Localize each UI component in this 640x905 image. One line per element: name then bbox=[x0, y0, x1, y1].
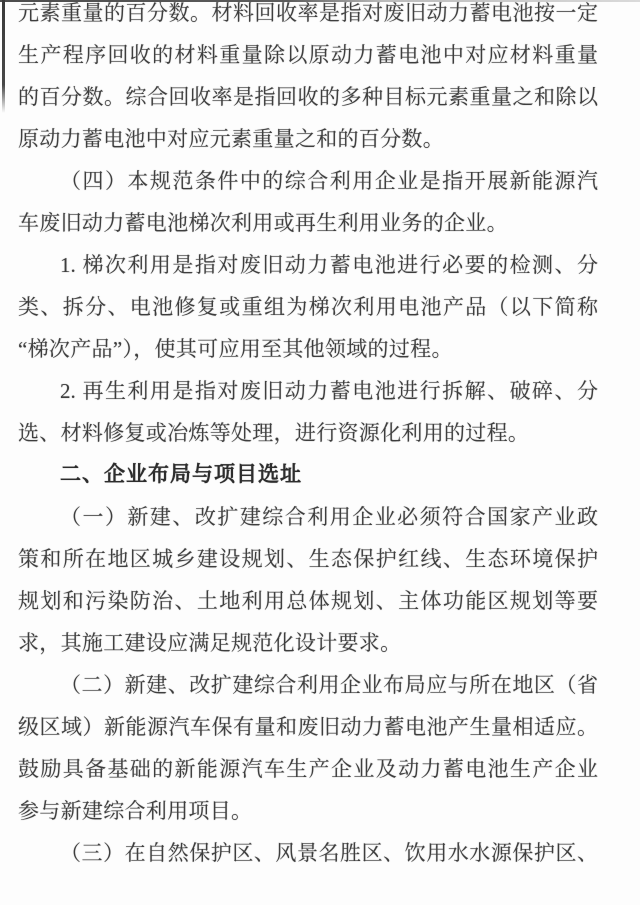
text-line: 鼓励具备基础的新能源汽车生产企业及动力蓄电池生产企业 bbox=[18, 757, 598, 781]
text-line: 策和所在地区城乡建设规划、生态保护红线、生态环境保护 bbox=[18, 547, 598, 571]
text-line: 车废旧动力蓄电池梯次利用或再生利用业务的企业。 bbox=[18, 211, 508, 235]
text-line: 生产程序回收的材料重量除以原动力蓄电池中对应材料重量 bbox=[18, 43, 598, 67]
text-line: 级区域）新能源汽车保有量和废旧动力蓄电池产生量相适应。 bbox=[18, 715, 598, 739]
text-line: “梯次产品”），使其可应用至其他领域的过程。 bbox=[18, 337, 453, 361]
text-line: （二）新建、改扩建综合利用企业布局应与所在地区（省 bbox=[60, 673, 598, 697]
text-line: （一）新建、改扩建综合利用企业必须符合国家产业政 bbox=[60, 505, 598, 529]
text-line: 元素重量的百分数。材料回收率是指对废旧动力蓄电池按一定 bbox=[18, 1, 598, 25]
text-line: 参与新建综合利用项目。 bbox=[18, 799, 253, 823]
text-line: （三）在自然保护区、风景名胜区、饮用水水源保护区、 bbox=[60, 841, 598, 865]
text-line: 求，其施工建设应满足规范化设计要求。 bbox=[18, 631, 402, 655]
section-heading: 二、企业布局与项目选址 bbox=[60, 463, 302, 486]
scan-artifact-left-edge bbox=[2, 0, 5, 113]
text-line: 类、拆分、电池修复或重组为梯次利用电池产品（以下简称 bbox=[18, 295, 598, 319]
text-line: 规划和污染防治、土地利用总体规划、主体功能区规划等要 bbox=[18, 589, 598, 613]
text-line: 2. 再生利用是指对废旧动力蓄电池进行拆解、破碎、分 bbox=[60, 379, 598, 403]
document-content bbox=[18, 0, 598, 874]
text-line: 原动力蓄电池中对应元素重量之和的百分数。 bbox=[18, 127, 444, 151]
text-line: 选、材料修复或冶炼等处理，进行资源化利用的过程。 bbox=[18, 421, 530, 445]
text-line: 1. 梯次利用是指对废旧动力蓄电池进行必要的检测、分 bbox=[60, 253, 598, 277]
text-line: 的百分数。综合回收率是指回收的多种目标元素重量之和除以 bbox=[18, 85, 598, 109]
text-line: （四）本规范条件中的综合利用企业是指开展新能源汽 bbox=[60, 169, 598, 193]
